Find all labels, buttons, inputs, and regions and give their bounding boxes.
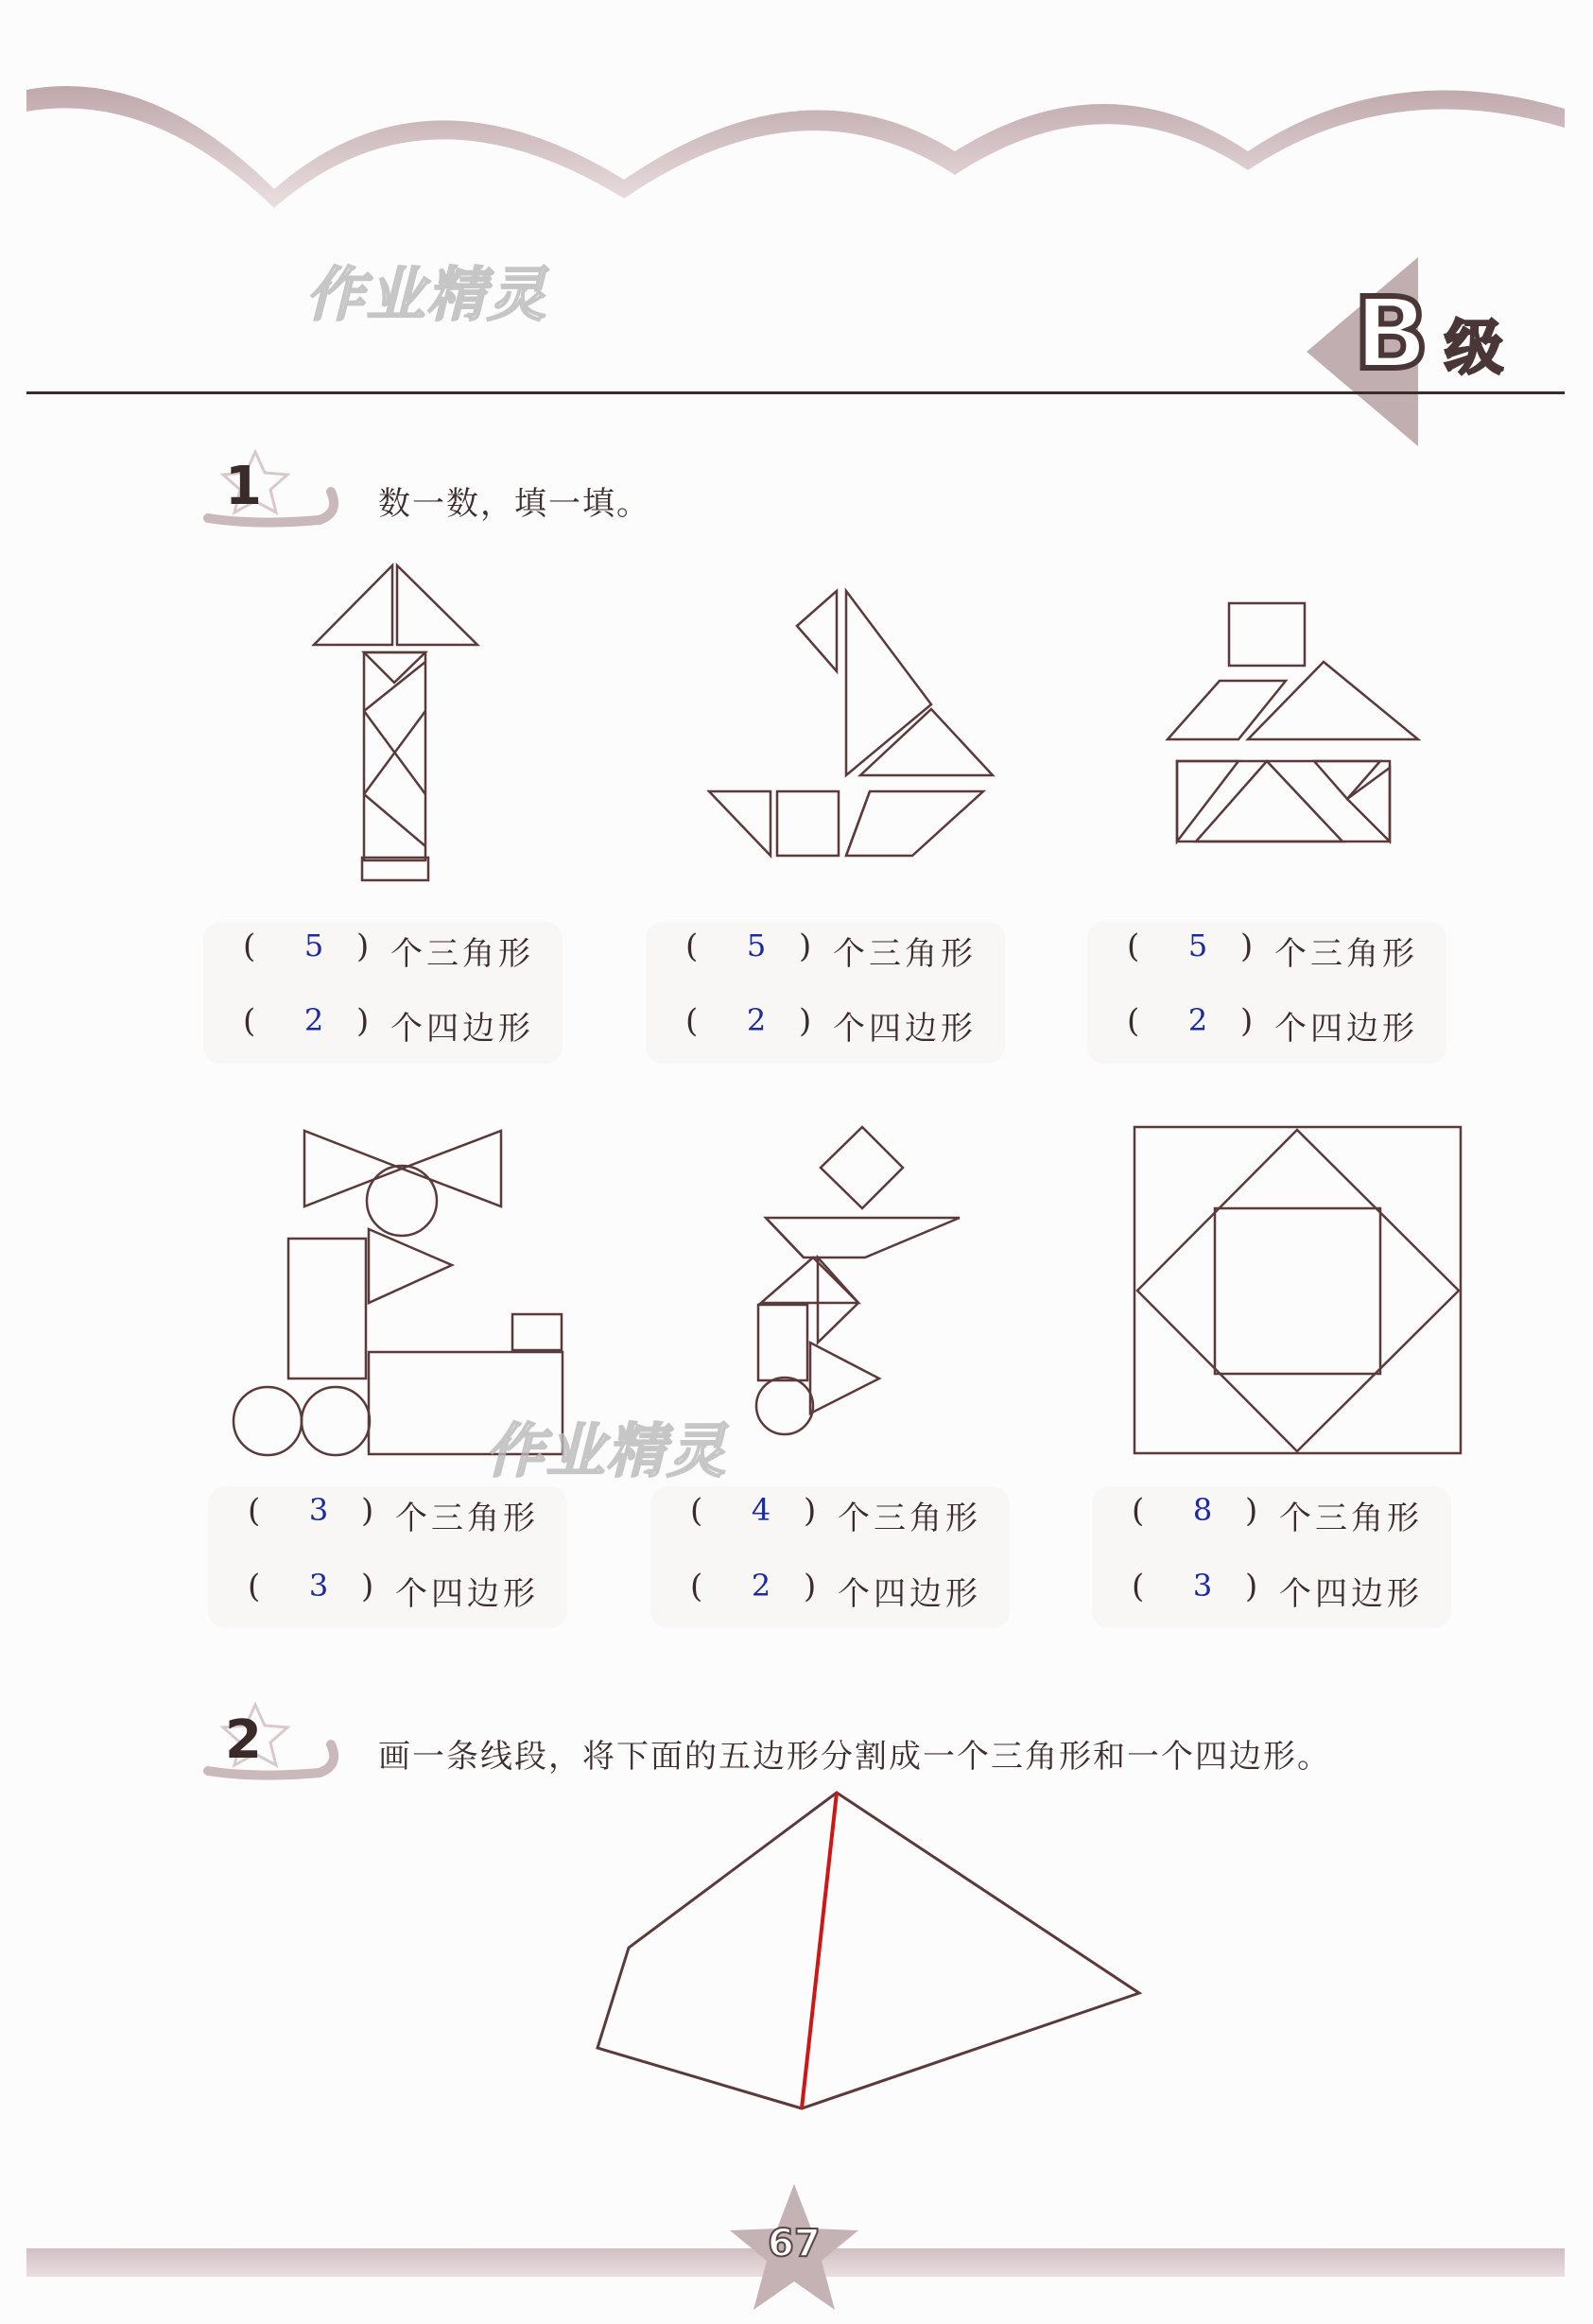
quad-unit: 个四边形 (395, 1575, 539, 1613)
paren-open: ( (243, 1002, 256, 1040)
question-2-text: 画一条线段，将下面的五边形分割成一个三角形和一个四边形。 (378, 1738, 1331, 1776)
paren-open: ( (1132, 1568, 1145, 1605)
paren-close: ) (356, 928, 370, 965)
triangle-unit: 个三角形 (1279, 1500, 1423, 1537)
paren-close: ) (356, 1002, 370, 1040)
paren-open: ( (1132, 1492, 1145, 1530)
quad-answer[interactable]: 2 (303, 1002, 324, 1038)
quad-answer[interactable]: 3 (308, 1568, 329, 1604)
quad-answer[interactable]: 2 (751, 1568, 771, 1604)
quad-answer[interactable]: 2 (746, 1002, 767, 1038)
paren-close: ) (1245, 1492, 1258, 1530)
triangle-answer[interactable]: 5 (746, 928, 767, 963)
page-number: 67 (768, 2222, 821, 2265)
paren-close: ) (804, 1568, 817, 1605)
paren-open: ( (685, 928, 699, 965)
star-badge-icon (199, 444, 340, 529)
quad-count-row (1092, 1568, 1451, 1624)
figure-house (1168, 603, 1418, 841)
paren-open: ( (685, 1002, 699, 1040)
answer-box-5 (650, 1486, 1010, 1628)
triangle-unit: 个三角形 (838, 1500, 981, 1537)
pentagon-shape (597, 1793, 1139, 2108)
figure-person (756, 1127, 960, 1434)
figures-row-2 (0, 1116, 1593, 1475)
triangle-answer[interactable]: 5 (1187, 928, 1208, 963)
quad-count-row (203, 1002, 563, 1059)
answer-box-4 (208, 1486, 567, 1628)
paren-close: ) (361, 1568, 374, 1605)
paren-open: ( (243, 928, 256, 965)
paren-open: ( (248, 1492, 261, 1530)
quad-count-row (650, 1568, 1010, 1624)
figures-row-1 (0, 548, 1593, 908)
quad-answer[interactable]: 3 (1192, 1568, 1213, 1604)
quad-answer[interactable]: 2 (1187, 1002, 1208, 1038)
top-scalloped-banner (0, 0, 1593, 217)
paren-open: ( (1127, 1002, 1140, 1040)
figure-tower (314, 565, 477, 880)
paren-close: ) (361, 1492, 374, 1530)
answer-box-2 (646, 922, 1005, 1064)
quad-unit: 个四边形 (1274, 1010, 1418, 1048)
figure-sailboat (709, 591, 993, 856)
triangle-answer[interactable]: 3 (308, 1492, 329, 1528)
grade-letter: B (1354, 276, 1429, 391)
triangle-unit: 个三角形 (1274, 935, 1418, 973)
question-2-number: 2 (225, 1709, 262, 1771)
answer-box-3 (1087, 922, 1446, 1064)
triangle-count-row (646, 928, 1005, 984)
triangle-count-row (1092, 1492, 1451, 1549)
paren-close: ) (804, 1492, 817, 1530)
quad-unit: 个四边形 (833, 1010, 977, 1048)
quad-unit: 个四边形 (390, 1010, 534, 1048)
triangle-count-row (1087, 928, 1446, 984)
star-badge-icon (199, 1697, 340, 1782)
triangle-unit: 个三角形 (833, 935, 977, 973)
triangle-count-row (203, 928, 563, 984)
paren-close: ) (1240, 1002, 1254, 1040)
figure-nested-squares (1134, 1127, 1461, 1453)
paren-close: ) (799, 1002, 812, 1040)
paren-close: ) (799, 928, 812, 965)
paren-open: ( (690, 1492, 703, 1530)
paren-open: ( (248, 1568, 261, 1605)
triangle-answer[interactable]: 4 (751, 1492, 771, 1528)
answer-box-1 (203, 922, 563, 1064)
quad-unit: 个四边形 (1279, 1575, 1423, 1613)
header-rule (26, 391, 1565, 394)
paren-open: ( (1127, 928, 1140, 965)
question-1-number: 1 (225, 456, 262, 517)
answer-box-6 (1092, 1486, 1451, 1628)
paren-close: ) (1245, 1568, 1258, 1605)
paren-close: ) (1240, 928, 1254, 965)
cut-line (802, 1793, 837, 2108)
triangle-unit: 个三角形 (390, 935, 534, 973)
triangle-count-row (650, 1492, 1010, 1549)
pentagon-figure (0, 1778, 1593, 2127)
quad-unit: 个四边形 (838, 1575, 981, 1613)
quad-count-row (208, 1568, 567, 1624)
question-1-text: 数一数，填一填。 (378, 485, 650, 523)
quad-count-row (1087, 1002, 1446, 1059)
watermark-top: 作业精灵 (302, 260, 562, 329)
grade-word: 级 (1445, 313, 1504, 382)
triangle-count-row (208, 1492, 567, 1549)
triangle-answer[interactable]: 5 (303, 928, 324, 963)
paren-open: ( (690, 1568, 703, 1605)
triangle-unit: 个三角形 (395, 1500, 539, 1537)
triangle-answer[interactable]: 8 (1192, 1492, 1213, 1528)
watermark-middle: 作业精灵 (481, 1416, 741, 1485)
quad-count-row (646, 1002, 1005, 1059)
